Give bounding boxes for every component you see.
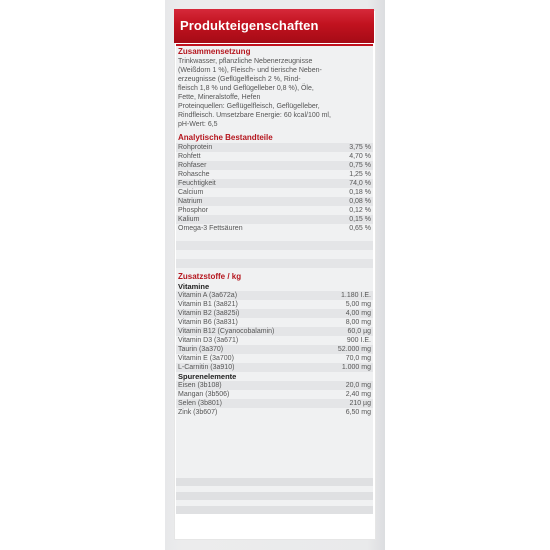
table-row: [176, 161, 373, 170]
row-label: Vitamin D3 (3a671): [178, 337, 239, 344]
zusammensetzung-line: erzeugnisse (Geflügelfleisch 2 %, Rind-: [178, 76, 301, 83]
row-value: 52.000 mg: [337, 346, 371, 353]
row-label: Vitamin B6 (3a831): [178, 319, 238, 326]
row-value: 20,0 mg: [345, 382, 371, 389]
table-row: [176, 399, 373, 408]
table-row: [176, 197, 373, 206]
row-value: 0,12 %: [349, 207, 371, 214]
zusammensetzung-heading: Zusammensetzung: [178, 47, 251, 56]
spurenelemente-heading: Spurenelemente: [178, 372, 237, 381]
analytische-table: [176, 143, 373, 233]
row-value: 5,00 mg: [345, 301, 371, 308]
row-label: Rohfaser: [178, 162, 207, 169]
row-value: 6,50 mg: [345, 409, 371, 416]
row-label: Feuchtigkeit: [178, 180, 216, 187]
table-row: [176, 188, 373, 197]
bottom-blank-bars: [176, 478, 373, 520]
spurenelemente-table: [176, 381, 373, 417]
table-row: [176, 363, 373, 372]
row-value: 210 µg: [349, 400, 371, 407]
row-value: 0,75 %: [349, 162, 371, 169]
zusammensetzung-line: Fette, Mineralstoffe, Hefen: [178, 94, 261, 101]
table-row: [176, 381, 373, 390]
row-label: Rohprotein: [178, 144, 213, 151]
row-label: Vitamin B12 (Cyanocobalamin): [178, 328, 275, 335]
table-row: [176, 291, 373, 300]
row-value: 1.000 mg: [341, 364, 371, 371]
table-row: [176, 215, 373, 224]
zusammensetzung-line: Proteinquellen: Geflügelfleisch, Geflügelleber,: [178, 103, 320, 110]
vitamine-table: [176, 291, 373, 372]
table-row: [176, 390, 373, 399]
row-label: L-Carnitin (3a910): [178, 364, 235, 371]
row-value: 4,00 mg: [345, 310, 371, 317]
zusammensetzung-line: pH-Wert: 6,5: [178, 121, 218, 128]
row-value: 0,15 %: [349, 216, 371, 223]
table-row: [176, 354, 373, 363]
label-content: [176, 44, 373, 514]
zusammensetzung-line: Rindfleisch. Umsetzbare Energie: 60 kcal/100 ml,: [178, 112, 331, 119]
analytische-heading: Analytische Bestandteile: [178, 133, 273, 142]
table-row: [176, 336, 373, 345]
row-value: 60,0 µg: [347, 328, 371, 335]
row-label: Natrium: [178, 198, 203, 205]
zusammensetzung-line: fleisch 1,8 % und Geflügelleber 0,8 %), Öle,: [178, 85, 314, 92]
table-row: [176, 170, 373, 179]
row-value: 1,25 %: [349, 171, 371, 178]
row-label: Vitamin A (3a672a): [178, 292, 238, 299]
table-row: [176, 309, 373, 318]
table-row: [176, 345, 373, 354]
row-label: Rohfett: [178, 153, 201, 160]
table-row: [176, 206, 373, 215]
row-value: 0,08 %: [349, 198, 371, 205]
blank-row: [176, 259, 373, 268]
row-label: Selen (3b801): [178, 400, 222, 407]
row-value: 4,70 %: [349, 153, 371, 160]
row-label: Calcium: [178, 189, 204, 196]
title-underline: [176, 44, 373, 46]
table-row: [176, 143, 373, 152]
row-label: Vitamin E (3a700): [178, 355, 234, 362]
zusammensetzung-text: [178, 57, 371, 129]
row-value: 2,40 mg: [345, 391, 371, 398]
row-value: 70,0 mg: [345, 355, 371, 362]
vitamine-heading: Vitamine: [178, 282, 210, 291]
row-value: 1.180 I.E.: [341, 292, 371, 299]
table-row: [176, 152, 373, 161]
row-value: 8,00 mg: [345, 319, 371, 326]
blank-bar: [176, 478, 373, 486]
blank-bar: [176, 492, 373, 500]
row-label: Kalium: [178, 216, 200, 223]
table-row: [176, 300, 373, 309]
blank-row: [176, 250, 373, 259]
row-value: 3,75 %: [349, 144, 371, 151]
row-label: Phosphor: [178, 207, 208, 214]
row-value: 0,18 %: [349, 189, 371, 196]
row-label: Mangan (3b506): [178, 391, 230, 398]
table-row: [176, 179, 373, 188]
page-title: Produkteigenschaften: [180, 18, 319, 33]
zusatzstoffe-heading: Zusatzstoffe / kg: [178, 272, 242, 281]
row-label: Taurin (3a370): [178, 346, 224, 353]
title-banner: [174, 9, 374, 43]
blank-row: [176, 241, 373, 250]
row-label: Vitamin B1 (3a821): [178, 301, 238, 308]
zusammensetzung-line: (Weißdorn 1 %), Fleisch- und tierische Neben-: [178, 67, 322, 74]
row-label: Eisen (3b108): [178, 382, 222, 389]
blank-bar: [176, 506, 373, 514]
zusammensetzung-line: Trinkwasser, pflanzliche Nebenerzeugnisse: [178, 58, 313, 65]
row-value: 74,0 %: [349, 180, 371, 187]
row-label: Vitamin B2 (3a825i): [178, 310, 240, 317]
row-value: 900 I.E.: [346, 337, 371, 344]
table-row: [176, 327, 373, 336]
row-label: Omega-3 Fettsäuren: [178, 225, 243, 232]
table-row: [176, 224, 373, 233]
table-row: [176, 318, 373, 327]
row-label: Rohasche: [178, 171, 210, 178]
row-value: 0,65 %: [349, 225, 371, 232]
table-row: [176, 408, 373, 417]
row-label: Zink (3b607): [178, 409, 218, 416]
